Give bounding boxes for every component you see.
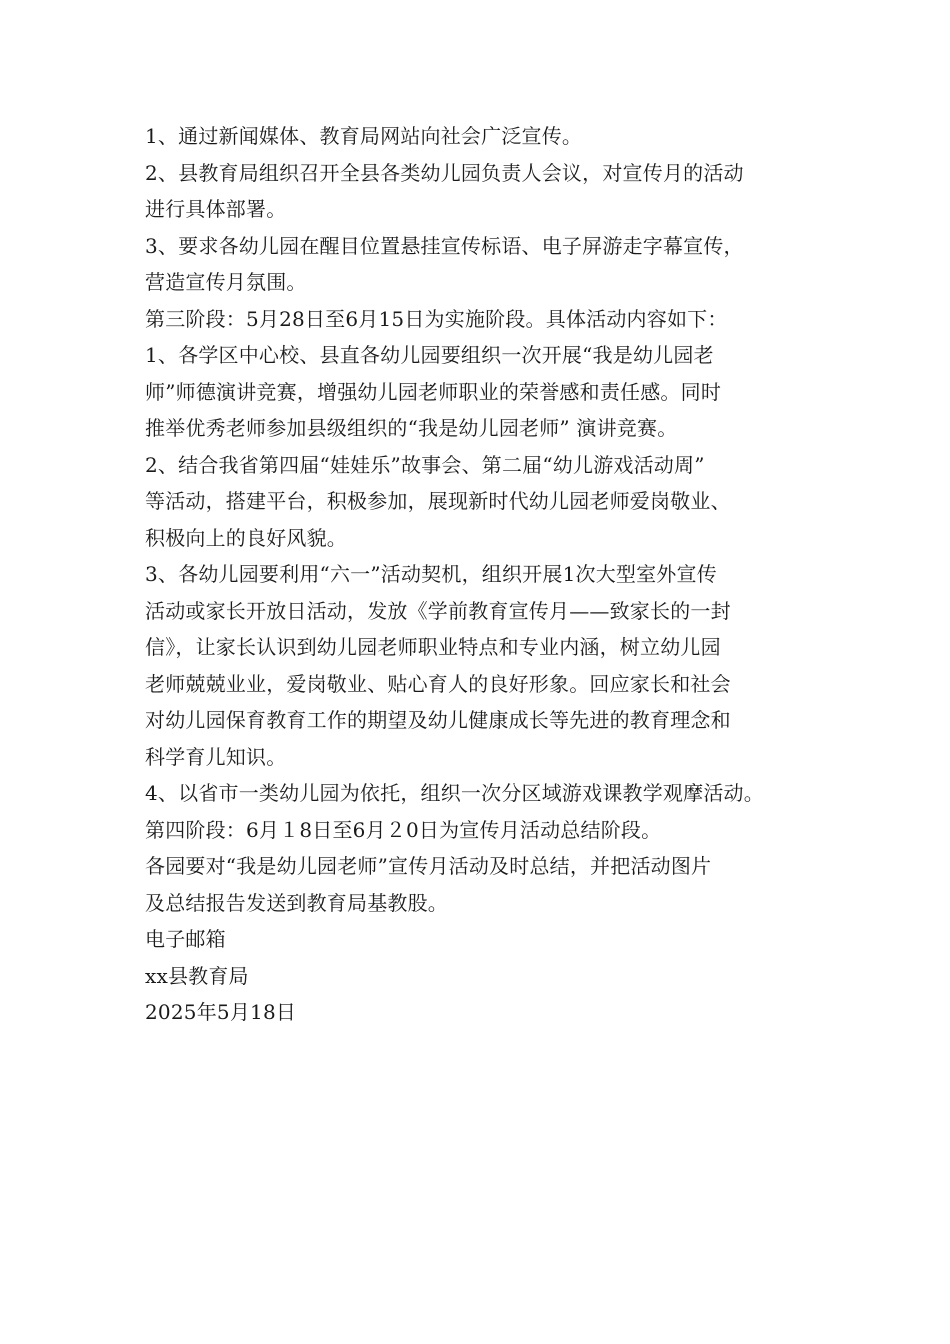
text-line: 积极向上的良好风貌。 — [145, 525, 347, 550]
text-line: 1、通过新闻媒体、教育局网站向社会广泛宣传。 — [145, 124, 583, 148]
text-line: 老师兢兢业业，爱岗敬业、贴心育人的良好形象。回应家长和社会 — [145, 671, 731, 696]
text-line: 2、县教育局组织召开全县各类幼儿园负责人会议，对宣传月的活动 — [145, 160, 744, 185]
issue-date: 2025年5月18日 — [145, 1000, 297, 1024]
text-line: 信》，让家长认识到幼儿园老师职业特点和专业内涵，树立幼儿园 — [145, 635, 721, 659]
text-line: 1、各学区中心校、县直各幼儿园要组织一次开展“我是幼儿园老 — [145, 343, 714, 367]
text-line: 等活动，搭建平台，积极参加，展现新时代幼儿园老师爱岗敬业、 — [145, 489, 731, 513]
text-line: 活动或家长开放日活动，发放《学前教育宣传月——致家长的一封 — [145, 598, 731, 623]
document-body — [145, 118, 825, 1031]
section-heading: 第四阶段：6月１8日至6月２0日为宣传月活动总结阶段。 — [145, 817, 662, 842]
text-line: 对幼儿园保育教育工作的期望及幼儿健康成长等先进的教育理念和 — [145, 708, 731, 732]
text-line: 3、各幼儿园要利用“六一”活动契机，组织开展1次大型室外宣传 — [145, 562, 717, 586]
text-line: 进行具体部署。 — [145, 197, 287, 221]
text-line: 3、要求各幼儿园在醒目位置悬挂宣传标语、电子屏游走字幕宣传， — [145, 233, 744, 258]
email-label: 电子邮箱 — [145, 927, 226, 951]
text-line: 2、结合我省第四届“娃娃乐”故事会、第二届“幼儿游戏活动周” — [145, 452, 705, 477]
text-line: 营造宣传月氛围。 — [145, 270, 307, 294]
section-heading: 第三阶段：5月28日至6月15日为实施阶段。具体活动内容如下： — [145, 306, 728, 331]
issuer-name: xx县教育局 — [145, 963, 249, 988]
text-line: 及总结报告发送到教育局基教股。 — [145, 890, 448, 915]
text-line: 4、以省市一类幼儿园为依托，组织一次分区域游戏课教学观摩活动。 — [145, 781, 764, 805]
text-line: 各园要对“我是幼儿园老师”宣传月活动及时总结，并把活动图片 — [145, 854, 712, 878]
text-line: 推举优秀老师参加县级组织的“我是幼儿园老师” 演讲竞赛。 — [145, 416, 678, 440]
text-line: 师”师德演讲竞赛，增强幼儿园老师职业的荣誉感和责任感。同时 — [145, 379, 722, 404]
text-line: 科学育儿知识。 — [145, 744, 287, 769]
